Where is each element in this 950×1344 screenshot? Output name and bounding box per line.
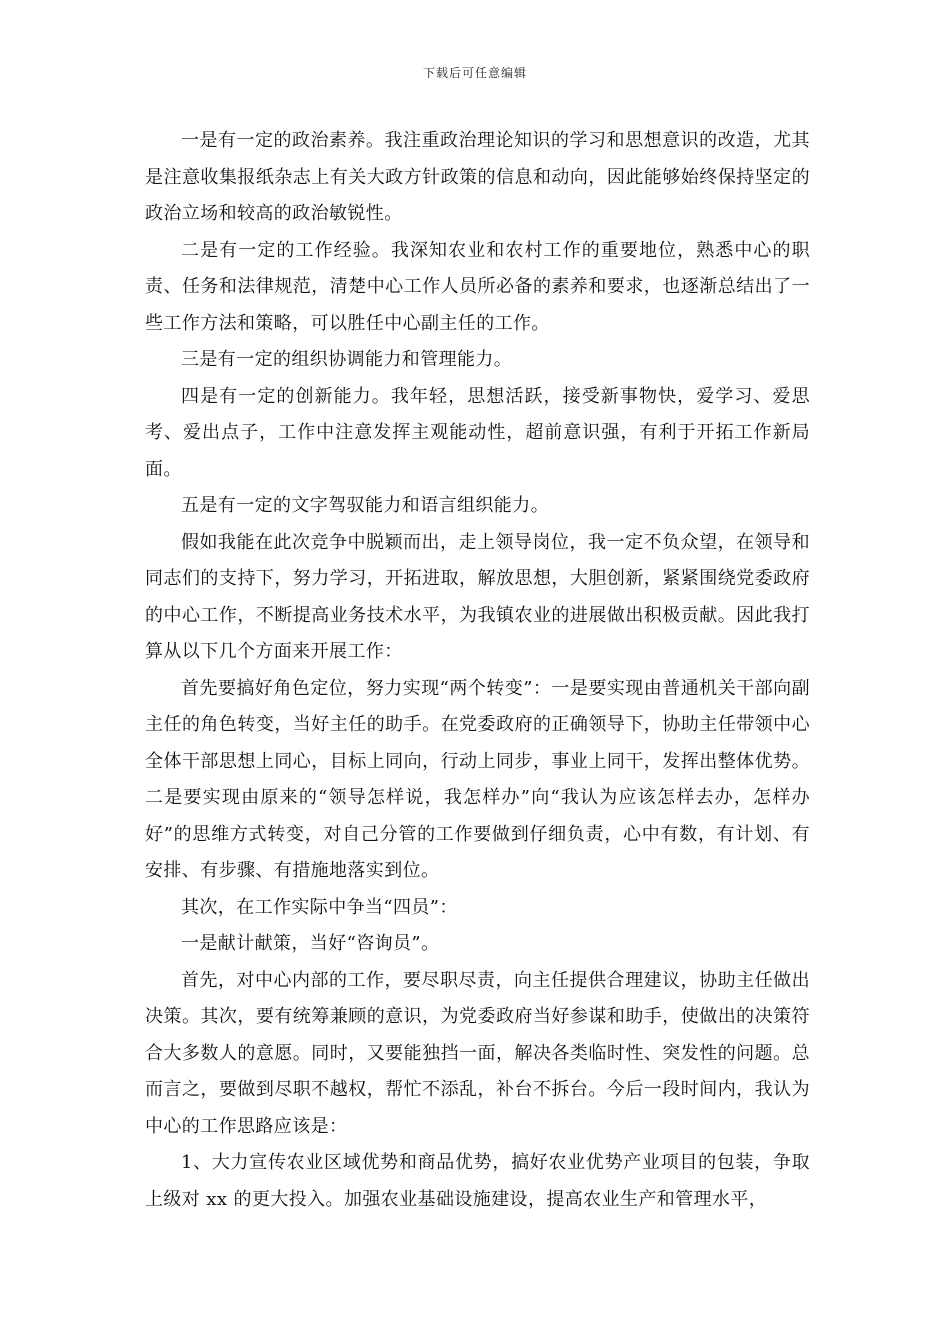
paragraph: 其次，在工作实际中争当“四员”： <box>181 896 458 918</box>
paragraph: 假如我能在此次竞争中脱颖而出，走上领导岗位，我一定不负众望，在领导和同志们的支持下，努力学习，开拓进取，解放思想，大胆创新，紧紧围绕党委政府的中心工作，不断提高业务技术水平，为我镇农业的进展做出积极贡献。因此我打算从以下几个方面来开展工作： <box>145 531 810 662</box>
paragraph: 三是有一定的组织协调能力和管理能力。 <box>181 349 513 370</box>
paragraph: 1、大力宣传农业区域优势和商品优势，搞好农业优势产业项目的包装，争取上级对 xx 的更大投入。加强农业基础设施建设，提高农业生产和管理水平， <box>145 1152 810 1210</box>
paragraph: 四是有一定的创新能力。我年轻，思想活跃，接受新事物快，爱学习、爱思考、爱出点子，工作中注意发挥主观能动性，超前意识强，有利于开拓工作新局面。 <box>145 385 810 480</box>
paragraph: 首先要搞好角色定位，努力实现“两个转变”：一是要实现由普通机关干部向副主任的角色转变，当好主任的助手。在党委政府的正确领导下，协助主任带领中心全体干部思想上同心，目标上同向，行动上同步，事业上同干，发挥出整体优势。二是要实现由原来的“领导怎样说，我怎样办”向“我认为应该怎样去办，怎样办好”的思维方式转变，对自己分管的工作要做到仔细负责，心中有数，有计划、有安排、有步骤、有措施地落实到位。 <box>145 677 810 881</box>
document-body <box>145 123 810 1218</box>
paragraph: 首先，对中心内部的工作，要尽职尽责，向主任提供合理建议，协助主任做出决策。其次，要有统筹兼顾的意识，为党委政府当好参谋和助手，使做出的决策符合大多数人的意愿。同时，又要能独挡一面，解决各类临时性、突发性的问题。总而言之，要做到尽职不越权，帮忙不添乱，补台不拆台。今后一段时间内，我认为中心的工作思路应该是： <box>145 969 810 1137</box>
paragraph: 五是有一定的文字驾驭能力和语言组织能力。 <box>181 495 549 516</box>
page-header: 下载后可任意编辑 <box>422 66 527 80</box>
paragraph: 一是献计献策，当好“咨询员”。 <box>181 933 440 954</box>
paragraph: 一是有一定的政治素养。我注重政治理论知识的学习和思想意识的改造，尤其是注意收集报纸杂志上有关大政方针政策的信息和动向，因此能够始终保持坚定的政治立场和较高的政治敏锐性。 <box>145 130 810 224</box>
paragraph: 二是有一定的工作经验。我深知农业和农村工作的重要地位，熟悉中心的职责、任务和法律规范，清楚中心工作人员所必备的素养和要求，也逐渐总结出了一些工作方法和策略，可以胜任中心副主任的工作。 <box>145 239 810 334</box>
